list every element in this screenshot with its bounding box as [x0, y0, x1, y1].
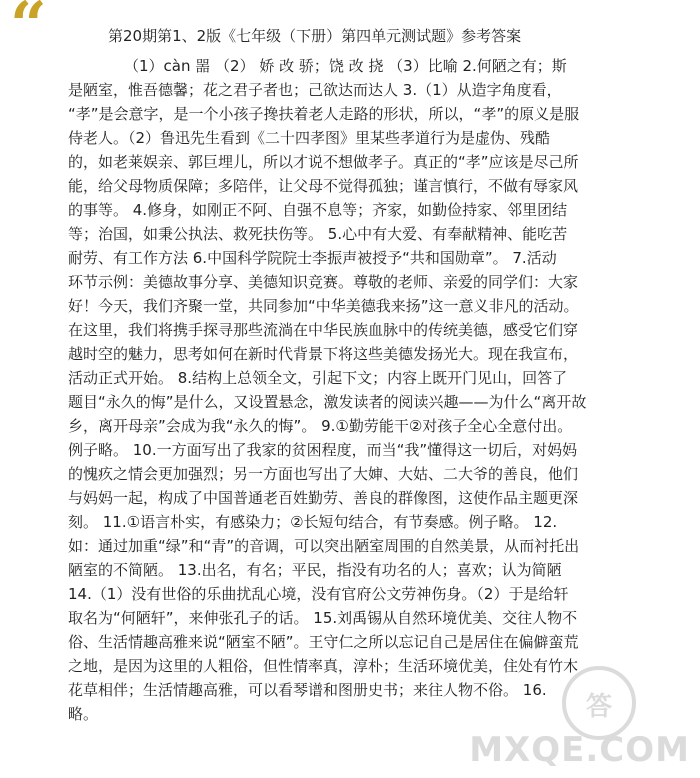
answer-line: 在这里，我们将携手探寻那些流淌在中华民族血脉中的传统美德，感受它们穿 — [68, 321, 579, 339]
answer-line: 的愧疚之情会更加强烈；另一方面也写出了大婶、大姑、二大爷的善良，他们 — [68, 465, 579, 483]
watermark-logo-icon — [562, 666, 636, 740]
answer-line: 取名为“何陋轩”，来伸张孔子的话。 15.刘禹锡从自然环境优美、交往人物不 — [68, 609, 578, 627]
answer-line: 例子略。 10.一方面写出了我家的贫困程度，而当“我”懂得这一切后，对妈妈 — [68, 441, 578, 459]
watermark — [469, 664, 690, 774]
answer-line: 与妈妈一起，构成了中国普通老百姓勤劳、善良的群像图，这使作品主题更深 — [68, 489, 579, 507]
answer-line: 耐劳、有工作方法 6.中国科学院院士李振声被授予“共和国勋章”。 7.活动 — [68, 249, 557, 267]
answer-line: 题目“永久的悔”是什么，又设置悬念，激发读者的阅读兴趣——为什么“离开故 — [68, 393, 587, 411]
watermark-logo-text: 答 — [585, 692, 612, 722]
document-title: 第20期第1、2版《七年级（下册）第四单元测试题》参考答案 — [108, 27, 522, 45]
quote-mark-decoration: “ — [10, 0, 47, 63]
answer-line: 能，给父母物质保障；多陪伴，让父母不觉得孤独；谨言慎行，不做有辱家风 — [68, 177, 579, 195]
answer-line: 乡，离开母亲”会成为我“永久的悔”。 9.①勤劳能干②对孩子全心全意付出。 — [68, 417, 573, 435]
answer-line: 活动正式开始。 8.结构上总领全文，引起下文；内容上既开门见山，回答了 — [68, 369, 568, 387]
answer-line: 刻。 11.①语言朴实，有感染力；②长短句结合，有节奏感。例子略。 12. — [68, 513, 558, 531]
answer-line: 是陋室，惟吾德馨；花之君子者也；己欲达而达人 3.（1）从造字角度看， — [68, 81, 562, 99]
answer-line: 俗、生活情趣高雅来说“陋室不陋”。王守仁之所以忘记自己是居住在偏僻蛮荒 — [68, 633, 579, 651]
answer-line: 越时空的魅力，思考如何在新时代背景下将这些美德发扬光大。现在我宣布， — [68, 345, 579, 363]
watermark-site-text: MXQE.COM — [469, 730, 690, 770]
answer-line: 之地，是因为这里的人粗俗，但性情率真，淳朴；生活环境优美，住处有竹木 — [68, 657, 579, 675]
answer-line: 如：通过加重“绿”和“青”的音调，可以突出陋室周围的自然美景，从而衬托出 — [68, 537, 580, 555]
answer-line: 好！今天，我们齐聚一堂，共同参加“中华美德我来扬”这一意义非凡的活动。 — [68, 297, 579, 315]
answer-line: 的，如老莱娱亲、郭巨埋儿，所以才说不想做孝子。真正的“孝”应该是尽己所 — [68, 153, 579, 171]
answer-line: 花草相伴；生活情趣高雅，可以看琴谱和图册史书；来往人物不俗。 16. — [68, 681, 547, 699]
answer-line: 的事等。 4.修身，如刚正不阿、自强不息等；齐家，如勤俭持家、邻里团结 — [68, 201, 568, 219]
answer-line: 环节示例：美德故事分享、美德知识竞赛。尊敬的老师、亲爱的同学们：大家 — [68, 273, 579, 291]
answer-line: 侍老人。（2）鲁迅先生看到《二十四孝图》里某些孝道行为是虚伪、残酷 — [68, 129, 551, 147]
answer-line: “孝”是会意字，是一个小孩子搀扶着老人走路的形状，所以，“孝”的原义是服 — [68, 105, 580, 123]
answer-line: 陋室的不简陋。 13.出名，有名；平民，指没有功名的人；喜欢；认为简陋 — [68, 561, 562, 579]
answer-line: （1）càn 噐 （2） 娇 改 骄；饶 改 挠 （3）比喻 2.何陋之有；斯 — [124, 57, 567, 75]
answer-line: 略。 — [68, 705, 99, 723]
answer-line: 等；治国，如秉公执法、救死扶伤等。 5.心中有大爱、有奉献精神、能吃苦 — [68, 225, 568, 243]
answer-line: 14.（1）没有世俗的乐曲扰乱心境，没有官府公文劳神伤身。（2）于是给轩 — [68, 585, 569, 603]
